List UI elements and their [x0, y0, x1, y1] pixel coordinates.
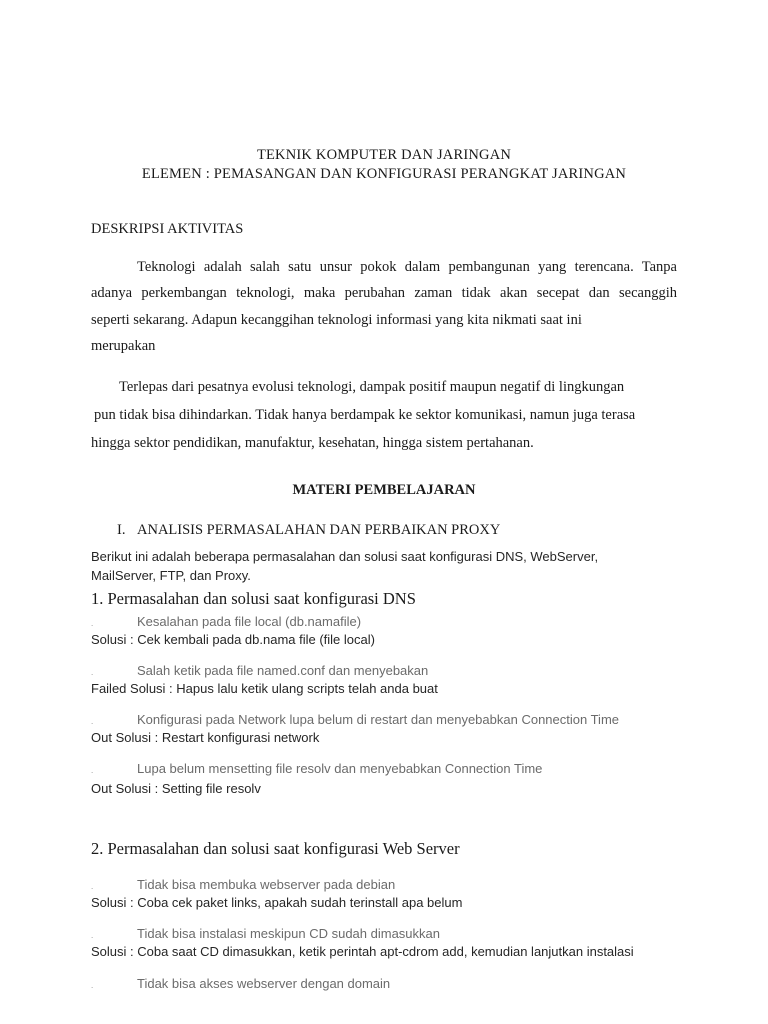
dns-item-2-solution: [91, 681, 438, 696]
dns-item-3-solution-text: Solusi : Restart konfigurasi network: [115, 730, 320, 745]
web-item-1-solution: Solusi : Coba cek paket links, apakah sudah terinstall apa belum: [91, 895, 463, 910]
dns-item-2-solution-text: Solusi : Hapus lalu ketik ulang scripts telah anda buat: [130, 681, 438, 696]
para1-line-2: adanya perkembangan teknologi, maka perubahan zaman tidak akan secepat dan secanggih: [91, 285, 677, 301]
web-item-2-bullet: .: [91, 931, 94, 940]
intro-line-2: MailServer, FTP, dan Proxy.: [91, 568, 251, 583]
dns-item-3-problem: Konfigurasi pada Network lupa belum di restart dan menyebabkan Connection Time: [137, 712, 619, 727]
para1-line-1: Teknologi adalah salah satu unsur pokok dalam pembangunan yang terencana. Tanpa: [137, 259, 677, 275]
dns-item-1-bullet: .: [91, 619, 94, 628]
dns-item-4-prefix: Out: [91, 781, 116, 796]
web-item-2-problem: Tidak bisa instalasi meskipun CD sudah dimasukkan: [137, 926, 440, 941]
dns-item-2-prefix: Failed: [91, 681, 131, 696]
web-item-3-bullet: .: [91, 981, 94, 990]
section-1-number: I.: [117, 522, 126, 538]
para2-line-3: hingga sektor pendidikan, manufaktur, kesehatan, hingga sistem pertahanan.: [91, 435, 534, 451]
dns-item-4-bullet: .: [91, 766, 94, 775]
web-item-1-bullet: .: [91, 882, 94, 891]
dns-item-4-solution-text: Solusi : Setting file resolv: [115, 781, 261, 796]
dns-item-3-bullet: .: [91, 717, 94, 726]
dns-item-4-solution: [91, 781, 261, 796]
doc-title-line-2: ELEMEN : PEMASANGAN DAN KONFIGURASI PERANGKAT JARINGAN: [141, 166, 627, 182]
para1-line-4: merupakan: [91, 338, 156, 354]
web-item-2-solution: Solusi : Coba saat CD dimasukkan, ketik perintah apt-cdrom add, kemudian lanjutkan instalasi: [91, 944, 634, 959]
para2-line-2: pun tidak bisa dihindarkan. Tidak hanya berdampak ke sektor komunikasi, namun juga terasa: [94, 407, 636, 423]
dns-heading: 1. Permasalahan dan solusi saat konfigurasi DNS: [91, 589, 416, 608]
dns-item-1-solution-text: Solusi : Cek kembali pada db.nama file (file local): [91, 632, 375, 647]
doc-title-line-1: TEKNIK KOMPUTER DAN JARINGAN: [256, 147, 512, 163]
para2-line-1: Terlepas dari pesatnya evolusi teknologi, dampak positif maupun negatif di lingkungan: [119, 379, 625, 395]
dns-item-3-solution: [91, 730, 319, 745]
dns-item-1-problem: Kesalahan pada file local (db.namafile): [137, 614, 362, 629]
web-item-1-problem: Tidak bisa membuka webserver pada debian: [137, 877, 396, 892]
dns-item-3-prefix: Out: [91, 730, 116, 745]
para1-line-3: seperti sekarang. Adapun kecanggihan teknologi informasi yang kita nikmati saat ini: [91, 312, 582, 328]
section-heading-deskripsi: DESKRIPSI AKTIVITAS: [91, 221, 244, 237]
dns-item-2-problem: Salah ketik pada file named.conf dan menyebakan: [137, 663, 429, 678]
dns-item-1-solution: [91, 632, 375, 647]
materi-heading: MATERI PEMBELAJARAN: [292, 482, 476, 498]
dns-item-4-problem: Lupa belum mensetting file resolv dan menyebabkan Connection Time: [137, 761, 543, 776]
section-1-title: ANALISIS PERMASALAHAN DAN PERBAIKAN PROXY: [137, 522, 501, 538]
dns-item-2-bullet: .: [91, 668, 94, 677]
web-heading: 2. Permasalahan dan solusi saat konfigurasi Web Server: [91, 839, 460, 858]
intro-line-1: Berikut ini adalah beberapa permasalahan dan solusi saat konfigurasi DNS, WebServer,: [91, 549, 599, 564]
web-item-3-problem: Tidak bisa akses webserver dengan domain: [137, 976, 391, 991]
